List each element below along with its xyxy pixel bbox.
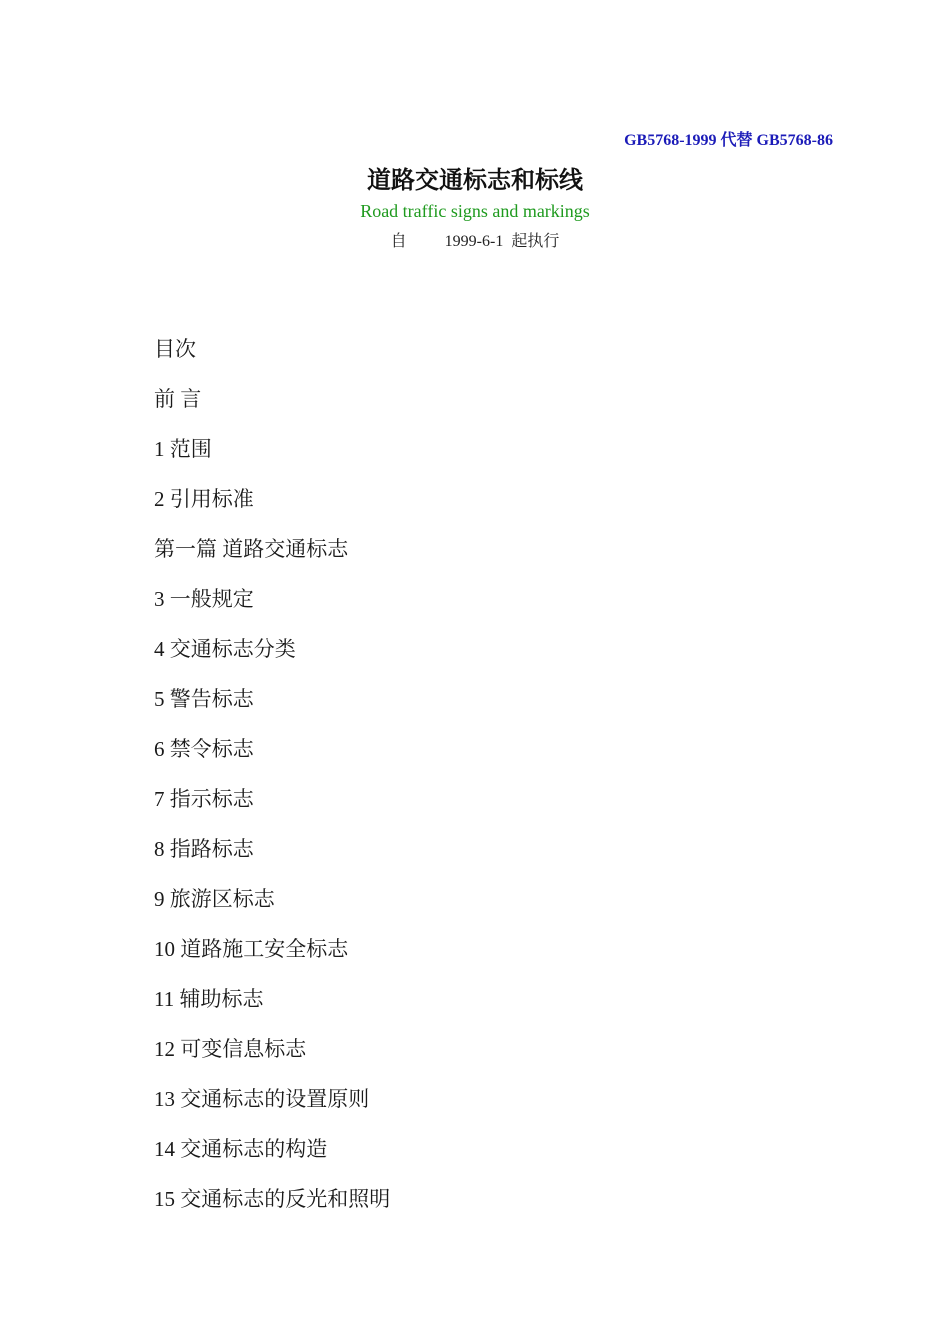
effective-suffix: 起执行 (511, 233, 560, 250)
toc-item[interactable]: 2 引用标准 (154, 487, 254, 511)
effective-date-line (0, 228, 950, 251)
toc-item[interactable]: 15 交通标志的反光和照明 (154, 1187, 391, 1211)
toc-item[interactable]: 6 禁令标志 (154, 737, 254, 761)
toc-item[interactable]: 12 可变信息标志 (154, 1037, 307, 1061)
table-of-contents (154, 334, 390, 1234)
toc-item[interactable]: 4 交通标志分类 (154, 637, 296, 661)
toc-item[interactable]: 1 范围 (154, 437, 212, 461)
document-title: 道路交通标志和标线 (367, 168, 583, 194)
toc-item[interactable]: 3 一般规定 (154, 587, 254, 611)
effective-date: 1999-6-1 (444, 233, 504, 250)
toc-item[interactable]: 第一篇 道路交通标志 (154, 537, 349, 561)
toc-item[interactable]: 11 辅助标志 (154, 987, 264, 1011)
toc-item[interactable]: 5 警告标志 (154, 687, 254, 711)
toc-item[interactable]: 8 指路标志 (154, 837, 254, 861)
toc-item[interactable]: 13 交通标志的设置原则 (154, 1087, 370, 1111)
effective-prefix: 自 (390, 233, 407, 250)
standard-number: GB5768-1999 代替 GB5768-86 (624, 132, 833, 149)
toc-item[interactable]: 9 旅游区标志 (154, 887, 275, 911)
english-subtitle: Road traffic signs and markings (360, 201, 590, 221)
toc-item[interactable]: 14 交通标志的构造 (154, 1137, 328, 1161)
toc-heading: 目次 (154, 337, 196, 361)
toc-item[interactable]: 7 指示标志 (154, 787, 254, 811)
toc-item[interactable]: 10 道路施工安全标志 (154, 937, 349, 961)
toc-item[interactable]: 前 言 (154, 387, 202, 411)
